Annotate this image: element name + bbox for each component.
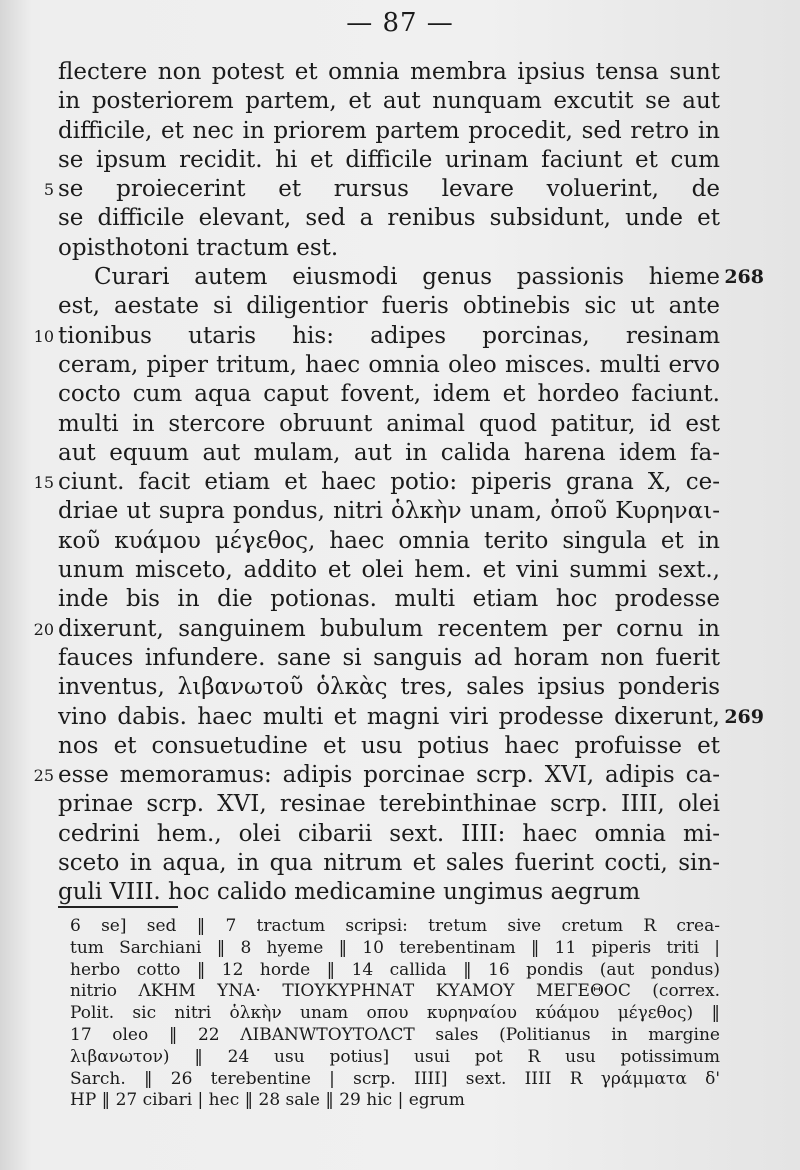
main-text <box>33 58 764 908</box>
line-text: prinae scrp. XVI, resinae terebinthinae scrp. IIII, olei <box>58 791 720 818</box>
text-line <box>58 263 764 292</box>
text-line <box>58 820 720 849</box>
text-line <box>58 703 764 732</box>
line-text: se difficile elevant, sed a renibus subsidunt, unde et <box>58 205 720 232</box>
line-text: vino dabis. haec multi et magni viri prodesse dixerunt, <box>58 703 720 730</box>
apparatus-line: tum Sarchiani ‖ 8 hyeme ‖ 10 terebentinam ‖ 11 piperis triti | <box>70 937 720 958</box>
text-line <box>58 673 720 702</box>
text-line <box>58 790 720 819</box>
text-line <box>58 380 720 409</box>
text-line <box>58 878 720 907</box>
line-text: unum misceto, addito et olei hem. et vini summi sext., <box>58 557 720 584</box>
page-number: — 87 — <box>346 8 454 38</box>
line-number: 10 <box>33 326 54 346</box>
line-text: guli VIII. hoc calido medicamine ungimus aegrum <box>58 879 641 906</box>
text-line <box>58 732 720 761</box>
line-number: 5 <box>43 180 54 200</box>
text-line <box>58 410 720 439</box>
line-text: sceto in aqua, in qua nitrum et sales fuerint cocti, sin- <box>58 850 720 877</box>
apparatus-line: 17 oleo ‖ 22 ΛΙΒΑΝWΤΟΥΤΟΛCΤ sales (Politianus in margine <box>70 1024 720 1045</box>
line-text: flectere non potest et omnia membra ipsius tensa sunt <box>58 59 720 85</box>
critical-apparatus <box>70 916 720 1112</box>
text-line <box>33 322 720 351</box>
line-text: ceram, piper tritum, haec omnia oleo misces. multi ervo <box>58 351 720 378</box>
line-text: driae ut supra pondus, nitri ὁλκὴν unam, ὀποῦ Κυρηναι- <box>58 498 720 525</box>
text-line <box>58 527 720 556</box>
apparatus-line: herbo cotto ‖ 12 horde ‖ 14 callida ‖ 16 pondis (aut pondus) <box>70 959 720 980</box>
text-line <box>33 468 720 497</box>
line-number: 25 <box>33 766 54 786</box>
text-line <box>33 761 720 790</box>
line-number: 20 <box>33 619 54 639</box>
text-line <box>58 439 720 468</box>
line-text: multi in stercore obruunt animal quod patitur, id est <box>58 410 720 437</box>
text-line <box>43 175 720 204</box>
line-text: esse memoramus: adipis porcinae scrp. XVI, adipis ca- <box>58 762 720 789</box>
line-text: dixerunt, sanguinem bubulum recentem per cornu in <box>58 615 720 642</box>
line-text: se ipsum recidit. hi et difficile urinam faciunt et cum <box>58 146 720 173</box>
text-line <box>58 585 720 614</box>
margin-reference-number: 268 <box>724 266 764 289</box>
text-line <box>58 644 720 673</box>
text-line <box>58 351 720 380</box>
apparatus-line: HP ‖ 27 cibari | hec ‖ 28 sale ‖ 29 hic | egrum <box>70 1090 465 1111</box>
text-line <box>33 615 720 644</box>
text-line <box>58 849 720 878</box>
line-text: fauces infundere. sane si sanguis ad horam non fuerit <box>58 644 720 671</box>
apparatus-line: Sarch. ‖ 26 terebentine | scrp. IIII] sext. IIII R γράμματα δ' <box>70 1068 720 1089</box>
margin-reference-number: 269 <box>724 705 764 728</box>
line-text: aut equum aut mulam, aut in calida harena idem fa- <box>58 439 720 466</box>
line-text: ciunt. facit etiam et haec potio: piperis grana X, ce- <box>58 469 720 496</box>
apparatus-line: nitrio ΛΚΗΜ ΥΝΑ· ΤΙΟΥΚΥΡΗΝΑΤ ΚΥΑΜΟΥ ΜΕΓΕΘΟC (correx. <box>70 981 720 1002</box>
text-line <box>58 117 720 146</box>
apparatus-line: 6 se] sed ‖ 7 tractum scripsi: tretum sive cretum R crea- <box>70 916 720 936</box>
apparatus-line: λιβανωτον) ‖ 24 usu potius] usui pot R usu potissimum <box>70 1046 720 1067</box>
line-text: est, aestate si diligentior fueris obtinebis sic ut ante <box>58 293 720 320</box>
line-text: Curari autem eiusmodi genus passionis hieme <box>94 264 720 291</box>
text-line <box>58 146 720 175</box>
text-line <box>58 556 720 585</box>
text-line <box>58 234 720 263</box>
line-text: se proiecerint et rursus levare voluerint, de <box>58 176 720 203</box>
line-text: κοῦ κυάμου μέγεθος, haec omnia terito singula et in <box>58 527 720 554</box>
line-text: inventus, λιβανωτοῦ ὁλκὰς tres, sales ipsius ponderis <box>58 674 720 701</box>
footnote-divider <box>58 906 178 908</box>
text-line <box>58 58 720 87</box>
line-text: opisthotoni tractum est. <box>58 234 339 261</box>
text-line <box>58 292 720 321</box>
line-text: in posteriorem partem, et aut nunquam excutit se aut <box>58 88 720 115</box>
line-text: tionibus utaris his: adipes porcinas, resinam <box>58 322 720 349</box>
text-line <box>58 87 720 116</box>
line-text: inde bis in die potionas. multi etiam hoc prodesse <box>58 586 720 613</box>
apparatus-line: Polit. sic nitri ὁλκὴν unam οπου κυρηναίου κύάμου μέγεθος) ‖ <box>70 1003 720 1024</box>
line-text: difficile, et nec in priorem partem procedit, sed retro in <box>58 117 720 144</box>
line-text: cedrini hem., olei cibarii sext. IIII: haec omnia mi- <box>58 820 720 847</box>
line-text: cocto cum aqua caput fovent, idem et hordeo faciunt. <box>58 381 720 408</box>
line-text: nos et consuetudine et usu potius haec profuisse et <box>58 732 720 759</box>
text-line <box>58 204 720 233</box>
text-line <box>58 497 720 526</box>
line-number: 15 <box>33 473 54 493</box>
